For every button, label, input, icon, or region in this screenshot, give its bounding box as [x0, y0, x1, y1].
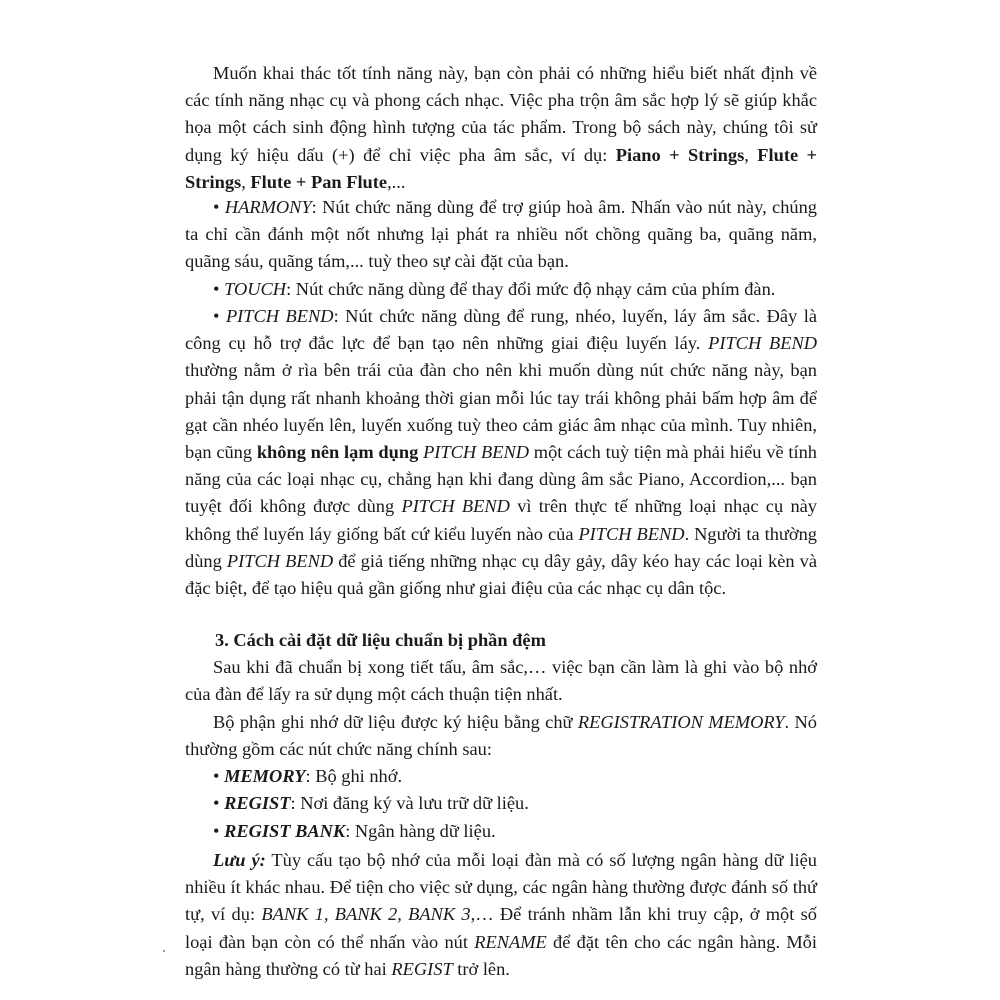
text-run: ,… Để tránh nhầm lẫn khi truy cập, ở một số loại đàn bạn còn có thể nhấn vào nút — [185, 904, 817, 952]
text-run: . Người ta thường dùng — [185, 523, 817, 571]
text-run: : Nơi đăng ký và lưu trữ dữ liệu. — [290, 793, 529, 813]
text-run: : Ngân hàng dữ liệu. — [345, 821, 496, 841]
separator: , — [241, 171, 251, 192]
term-pitch-bend: PITCH BEND — [401, 496, 510, 517]
paragraph-after-preparation: Sau khi đã chuẩn bị xong tiết tấu, âm sắc,… việc bạn cần làm là ghi vào bộ nhớ của đàn để lấy ra sử dụng một cách thuận tiện nhất. — [185, 657, 817, 705]
bullet-dot-icon: • — [213, 766, 220, 786]
bullet-memory — [185, 763, 817, 790]
text-run: Bộ phận ghi nhớ dữ liệu được ký hiệu bằng chữ — [213, 712, 578, 732]
emphasis-do-not-overuse: không nên lạm dụng — [256, 442, 419, 463]
paragraph-timbre-mixing — [185, 60, 817, 196]
term-rename: RENAME — [474, 931, 547, 952]
bullet-harmony — [185, 194, 817, 276]
bullet-regist-bank — [185, 818, 817, 845]
bullet-dot-icon: • — [213, 279, 220, 299]
section-heading: 3. Cách cài đặt dữ liệu chuẩn bị phần đệm — [215, 630, 546, 650]
paragraph-note — [185, 847, 817, 983]
text-run: : Nút chức năng dùng để thay đổi mức độ nhạy cảm của phím đàn. — [286, 279, 776, 299]
paragraph-registration-memory — [185, 709, 817, 763]
bullet-dot-icon: • — [213, 306, 220, 326]
text-run: : Nút chức năng dùng để trợ giúp hoà âm. Nhấn vào nút này, chúng ta chỉ cần đánh một nốt nhưng lại phát ra nhiều nốt chồng quãng ba, quãng năm, quãng sáu, quãng tám,... tuỳ theo sự cài đặt của bạn. — [185, 197, 817, 272]
term-pitch-bend: PITCH BEND — [225, 306, 334, 326]
separator: , — [744, 144, 758, 165]
term-pitch-bend: PITCH BEND — [708, 333, 817, 354]
text-run: vì trên thực tế những loại nhạc cụ này không thể luyến láy giống bất cứ kiểu luyến nào của — [185, 496, 817, 544]
text-run: : Bộ ghi nhớ. — [305, 766, 403, 786]
bullet-dot-icon: • — [213, 793, 220, 813]
term-touch: TOUCH — [224, 279, 287, 299]
text-run: một cách tuỳ tiện mà phải hiểu về tính năng của các loại nhạc cụ, chẳng hạn khi đang dùng âm sắc Piano, Accordion,... bạn tuyệt đối không được dùng — [185, 442, 817, 517]
example-flute-strings: Flute + Strings — [185, 144, 818, 192]
term-regist-inline: REGIST — [391, 958, 453, 979]
text-run: . Nó thường gồm các nút chức năng chính sau: — [185, 712, 817, 760]
bullet-dot-icon: • — [213, 197, 220, 217]
example-flute-panflute: Flute + Pan Flute — [250, 171, 388, 192]
text-run: để giả tiếng những nhạc cụ dây gảy, dây kéo hay các loại kèn và đặc biệt, để tạo hiệu quả gần giống như giai điệu của các nhạc cụ dân tộc. — [185, 550, 818, 599]
term-pitch-bend: PITCH BEND — [226, 550, 334, 571]
text-run: để đặt tên cho các ngân hàng. Mỗi ngân hàng thường có từ hai — [185, 931, 817, 979]
term-registration-memory: REGISTRATION MEMORY — [577, 712, 785, 732]
bullet-touch — [185, 276, 817, 303]
example-piano-strings: Piano + Strings — [615, 144, 745, 165]
term-regist: REGIST — [224, 793, 291, 813]
term-harmony: HARMONY — [224, 197, 312, 217]
scan-speck — [163, 950, 165, 952]
term-pitch-bend: PITCH BEND — [578, 523, 685, 544]
note-label: Lưu ý: — [213, 850, 266, 870]
text-run: trở lên. — [452, 958, 510, 979]
term-memory: MEMORY — [224, 766, 306, 786]
term-banks: BANK 1, BANK 2, BANK 3 — [261, 904, 471, 925]
bullet-pitch-bend — [185, 303, 817, 602]
bullet-regist — [185, 790, 817, 817]
bullet-dot-icon: • — [213, 821, 220, 841]
text-run: thường nằm ở rìa bên trái của đàn cho nên khi muốn dùng nút chức năng này, bạn phải tận dụng rất nhanh khoảng thời gian mỗi lúc tay trái không phải bấm hợp âm để gạt cần nhéo luyến lên, luyến xuống tuỳ theo cảm giác âm nhạc của mình. Tuy nhiên, bạn cũng — [185, 360, 817, 463]
text-run: ,... — [387, 171, 406, 192]
term-regist-bank: REGIST BANK — [224, 821, 346, 841]
text-run: Tùy cấu tạo bộ nhớ của mỗi loại đàn mà có số lượng ngân hàng dữ liệu nhiều ít khác nhau. Để tiện cho việc sử dụng, các ngân hàng thường được đánh số thứ tự, ví dụ: — [185, 850, 817, 925]
text-run: : Nút chức năng dùng để rung, nhéo, luyến, láy âm sắc. Đây là công cụ hỗ trợ đắc lực để bạn tạo nên những giai điệu luyến láy. — [185, 306, 817, 354]
term-pitch-bend: PITCH BEND — [423, 442, 529, 463]
text-run: Muốn khai thác tốt tính năng này, bạn còn phải có những hiểu biết nhất định về các tính năng nhạc cụ và phong cách nhạc. Việc pha trộn âm sắc hợp lý sẽ giúp khắc họa một cách sinh động hình tượng của tác phẩm. Trong bộ sách này, chúng tôi sử dụng ký hiệu dấu (+) để chỉ việc pha âm sắc, ví dụ: — [185, 63, 817, 165]
